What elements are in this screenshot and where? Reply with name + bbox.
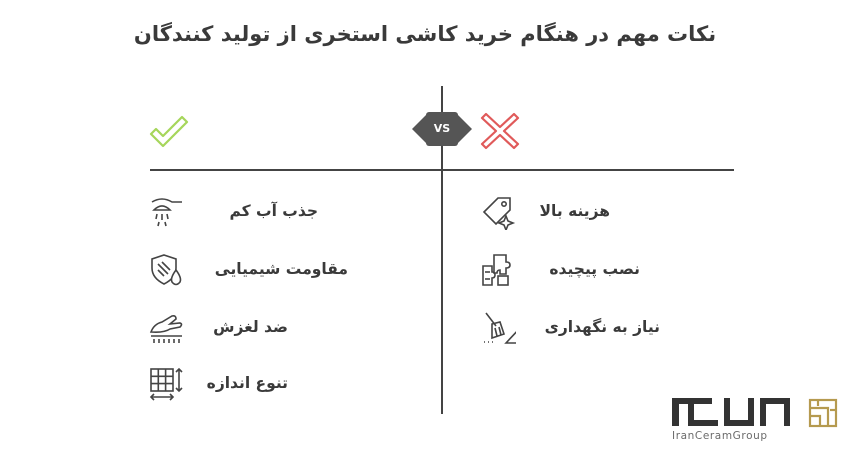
con-item-maintenance bbox=[480, 310, 660, 346]
puzzle-icon bbox=[480, 252, 516, 288]
pro-label: ضد لغزش bbox=[213, 318, 288, 336]
pro-item-chemical-resistance bbox=[148, 252, 348, 288]
pro-item-anti-slip bbox=[148, 310, 288, 346]
con-label: نیاز به نگهداری bbox=[544, 318, 660, 336]
con-item-high-cost bbox=[480, 194, 610, 230]
broom-icon bbox=[480, 310, 516, 346]
pro-label: تنوع اندازه bbox=[206, 374, 288, 392]
pro-label: مقاومت شیمیایی bbox=[214, 260, 348, 278]
logo-wordmark: IranCeramGroup bbox=[672, 430, 768, 442]
tile-size-icon bbox=[148, 366, 184, 402]
price-tag-icon bbox=[480, 194, 516, 230]
shower-icon bbox=[148, 194, 184, 230]
con-label: هزینه بالا bbox=[539, 202, 610, 220]
check-icon bbox=[148, 112, 190, 150]
con-item-complex-installation bbox=[480, 252, 640, 288]
pro-item-size-variety bbox=[148, 366, 288, 402]
cross-icon bbox=[480, 112, 520, 150]
vs-label: VS bbox=[433, 122, 451, 135]
slip-hand-icon bbox=[148, 310, 184, 346]
pro-item-water-absorption bbox=[148, 194, 318, 230]
pro-label: جذب آب کم bbox=[229, 202, 318, 220]
shield-drop-icon bbox=[148, 252, 184, 288]
con-label: نصب پیچیده bbox=[549, 260, 640, 278]
page-title: نکات مهم در هنگام خرید کاشی استخری از تولید کنندگان bbox=[133, 22, 717, 46]
